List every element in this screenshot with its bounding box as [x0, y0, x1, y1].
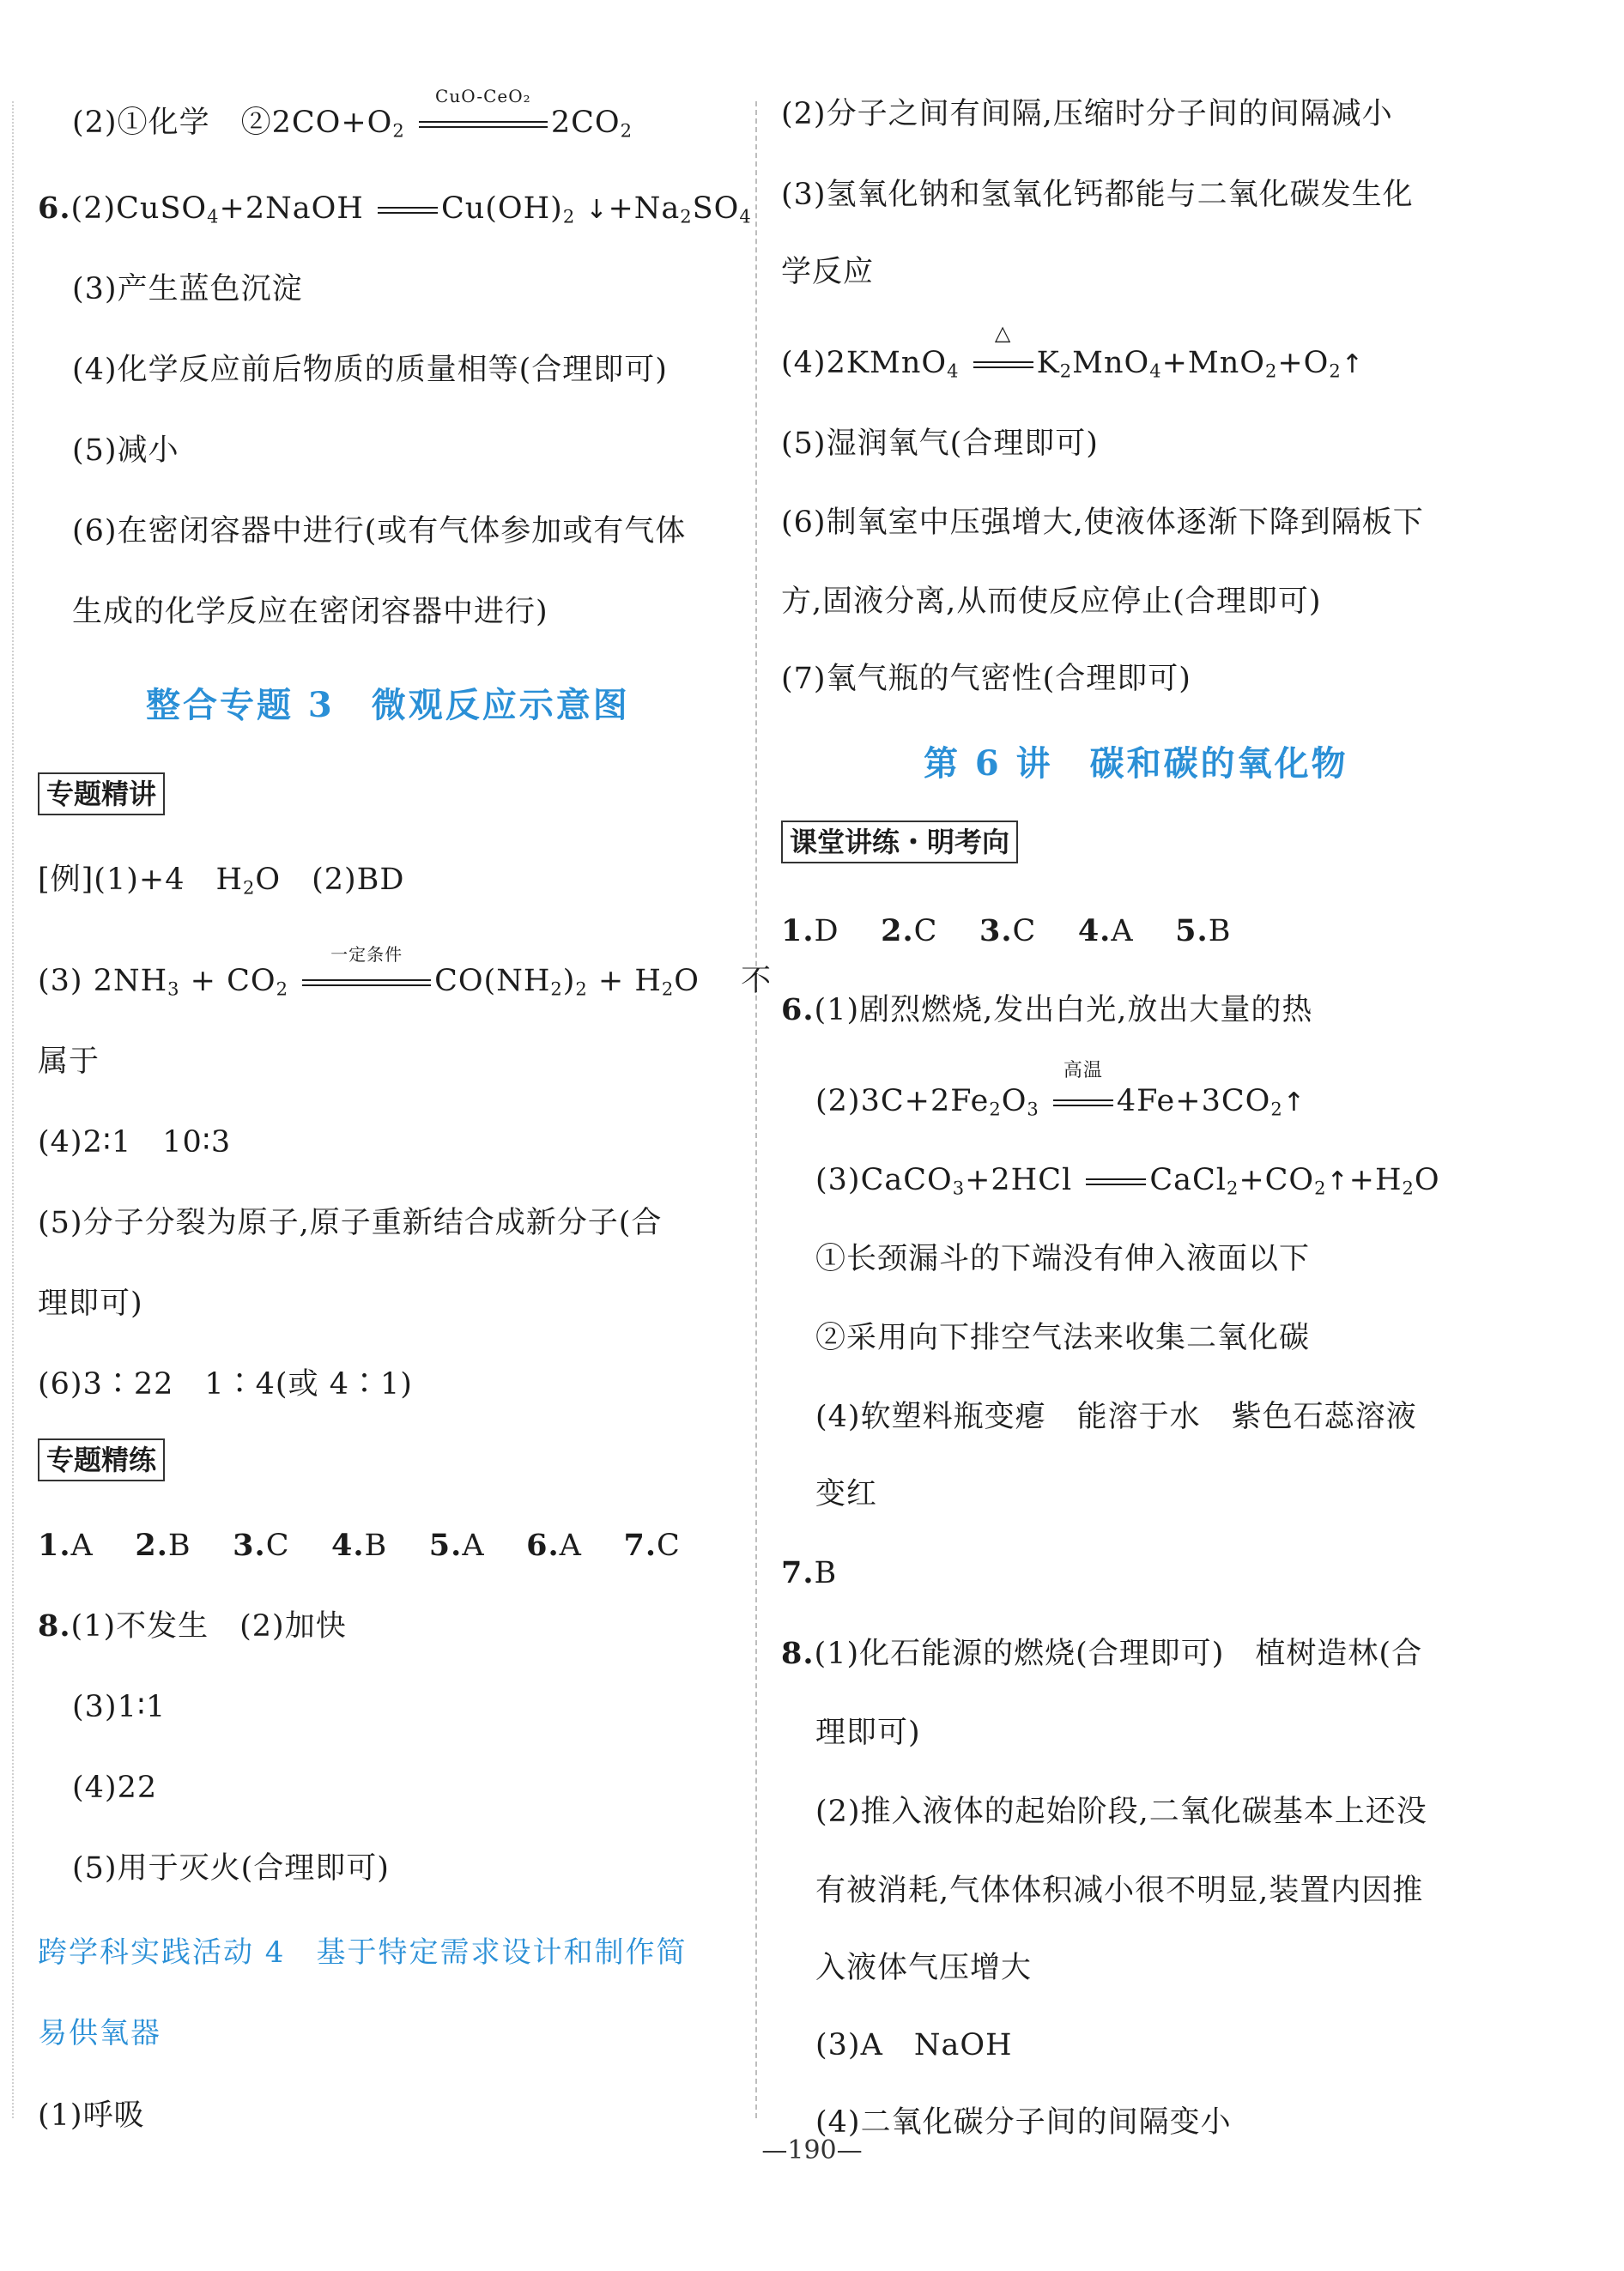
answer-line: $(2)3C+2Fe_2O_3$ 高温 $4Fe+3CO_2↑$	[815, 1080, 1306, 1124]
reaction-condition: 一定条件	[302, 960, 431, 1002]
answer-line: (5)分子分裂为原子,原子重新结合成新分子(合	[38, 1206, 663, 1240]
page-number: —190—	[761, 2135, 863, 2165]
answer-line: 变红	[815, 1477, 878, 1511]
gas-arrow-icon: ↑	[1341, 349, 1364, 379]
answer-line: (2)①化学 $②2CO+O_2$ CuO-CeO₂ $2CO_2$	[72, 101, 633, 144]
answer-line: (2)分子之间有间隔,压缩时分子间的间隔减小	[781, 97, 1393, 131]
answer-line: (5)湿润氧气(合理即可)	[781, 427, 1099, 461]
answer-line: (2)推入液体的起始阶段,二氧化碳基本上还没	[815, 1795, 1427, 1829]
reaction-condition: 高温	[1053, 1080, 1113, 1123]
answer-line: 方,固液分离,从而使反应停止(合理即可)	[781, 584, 1322, 619]
answer-line: (5)用于灭火(合理即可)	[72, 1851, 390, 1886]
answer-line: (4)二氧化碳分子间的间隔变小	[815, 2105, 1232, 2140]
choice-answers: 1.A 2.B 3.C 4.B 5.A 6.A 7.C	[38, 1528, 681, 1563]
choice-answers: 1.D 2.C 3.C 4.A 5.B	[781, 913, 1232, 948]
answer-line: (4)软塑料瓶变瘪 能溶于水 紫色石蕊溶液	[815, 1400, 1417, 1434]
answer-line: ①长颈漏斗的下端没有伸入液面以下	[815, 1242, 1311, 1276]
answer-line: [例](1)+4 $H_2O$ (2)BD	[38, 863, 405, 899]
answer-line: 有被消耗,气体体积减小很不明显,装置内因推	[815, 1874, 1424, 1908]
answer-line: (4)2∶1 10∶3	[38, 1125, 232, 1160]
section-title: 第 6 讲 碳和碳的氧化物	[924, 743, 1348, 784]
answer-line: (4)化学反应前后物质的质量相等(合理即可)	[72, 353, 668, 387]
answer-line: (5)减小	[72, 433, 179, 468]
gas-arrow-icon: ↑	[1282, 1087, 1306, 1117]
activity-title-cont: 易供氧器	[38, 2016, 161, 2050]
answer-line: 8.(1)化石能源的燃烧(合理即可) 植树造林(合	[781, 1636, 1423, 1671]
answer-line: 属于	[38, 1045, 100, 1079]
section-label-box: 专题精讲	[38, 772, 165, 815]
left-margin-rule	[12, 101, 14, 2118]
answer-line: 理即可)	[815, 1716, 921, 1750]
answer-line: 生成的化学反应在密闭容器中进行)	[72, 595, 548, 629]
answer-line: 8.(1)不发生 (2)加快	[38, 1608, 347, 1644]
reaction-condition: △	[973, 342, 1033, 385]
answer-line: 6.(1)剧烈燃烧,发出白光,放出大量的热	[781, 992, 1313, 1027]
precipitate-arrow-icon: ↓	[585, 195, 609, 225]
gas-arrow-icon: ↑	[1326, 1166, 1349, 1196]
answer-line: (7)氧气瓶的气密性(合理即可)	[781, 662, 1191, 696]
answer-line: (6)3∶22 1∶4(或 4∶1)	[38, 1367, 413, 1402]
answer-line: 7.B	[781, 1555, 838, 1590]
section-label-box: 课堂讲练・明考向	[781, 821, 1018, 863]
answer-line: (3) $2NH_3 + CO_2$ 一定条件 $CO(NH_2)_2 + H_2O$ 不	[38, 960, 772, 1002]
reaction-condition: CuO-CeO₂	[419, 101, 548, 144]
answer-line: (3)氢氧化钠和氢氧化钙都能与二氧化碳发生化	[781, 178, 1414, 212]
answer-line: (3)A NaOH	[815, 2028, 1013, 2062]
answer-line: 入液体气压增大	[815, 1951, 1033, 1985]
answer-line: (1)呼吸	[38, 2098, 145, 2133]
answer-line: ②采用向下排空气法来收集二氧化碳	[815, 1321, 1311, 1355]
answer-line: (4)2KMnO$_4$ △ $K_2MnO_4+MnO_2+O_2↑$	[781, 342, 1364, 386]
section-title: 整合专题 3 微观反应示意图	[146, 685, 630, 725]
column-divider	[755, 101, 757, 2118]
answer-line: (3)CaCO$_3$+2HCl $CaCl_2+CO_2↑+H_2O$	[815, 1163, 1440, 1199]
answer-line: 6.(2)CuSO$_4$+2NaOH $Cu(OH)_2$ $↓+Na_2SO_4$	[38, 191, 752, 227]
answer-line: 理即可)	[38, 1287, 143, 1321]
answer-line: (3)1∶1	[72, 1690, 167, 1724]
answer-line: (3)产生蓝色沉淀	[72, 272, 303, 306]
answer-line: (6)在密闭容器中进行(或有气体参加或有气体	[72, 514, 687, 548]
answer-line: (6)制氧室中压强增大,使液体逐渐下降到隔板下	[781, 506, 1424, 540]
answer-line: 学反应	[781, 255, 875, 289]
section-label-box: 专题精练	[38, 1438, 165, 1481]
activity-title: 跨学科实践活动 4 基于特定需求设计和制作简	[38, 1935, 688, 1970]
answer-line: (4)22	[72, 1771, 158, 1805]
